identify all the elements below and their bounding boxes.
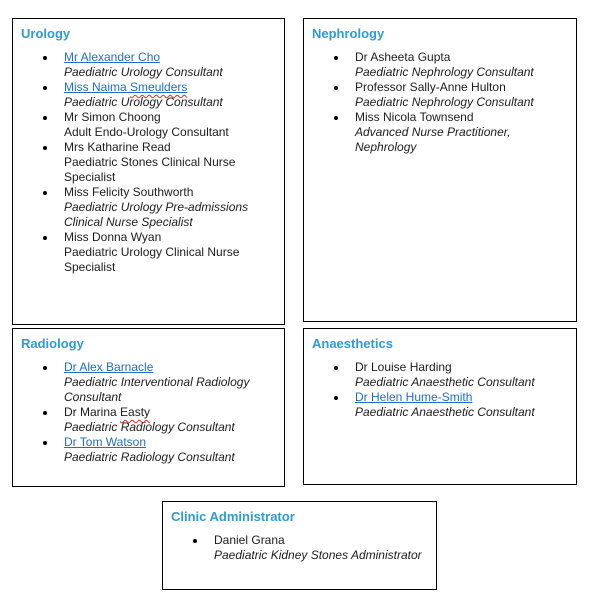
staff-list-item: [355, 50, 566, 80]
panel-anaesthetics: [303, 328, 577, 485]
staff-role: Paediatric Interventional Radiology Consultant: [64, 375, 250, 404]
staff-role: Advanced Nurse Practitioner, Nephrology: [355, 125, 511, 154]
staff-role: Paediatric Anaesthetic Consultant: [355, 375, 535, 389]
staff-name: Dr Asheeta Gupta: [355, 50, 451, 64]
staff-name: Dr Louise Harding: [355, 360, 452, 374]
panel-title-nephrology: Nephrology: [312, 26, 385, 41]
staff-name: Mr Simon Choong: [64, 110, 161, 124]
misspelled-word: Easty: [120, 405, 151, 419]
staff-name: Miss Nicola Townsend: [355, 110, 474, 124]
staff-list-item: [64, 80, 274, 110]
staff-name: Dr Marina Easty: [64, 405, 151, 419]
staff-list-item: [355, 110, 566, 155]
staff-role: Paediatric Urology Consultant: [64, 95, 223, 109]
staff-name-link[interactable]: Dr Tom Watson: [64, 435, 147, 449]
staff-role: Paediatric Radiology Consultant: [64, 450, 235, 464]
staff-list-urology: [21, 50, 274, 275]
panel-title-clinic-administrator: Clinic Administrator: [171, 509, 295, 524]
staff-list-nephrology: [312, 50, 566, 155]
staff-role: Adult Endo-Urology Consultant: [64, 125, 229, 139]
staff-list-item: [64, 360, 274, 405]
staff-role: Paediatric Urology Clinical Nurse Specialist: [64, 245, 240, 274]
staff-list-item: [355, 80, 566, 110]
misspelled-word: Smeulders: [130, 80, 188, 94]
staff-name-link[interactable]: Dr Alex Barnacle: [64, 360, 154, 374]
staff-list-item: [64, 185, 274, 230]
staff-list-item: [64, 110, 274, 140]
staff-role: Paediatric Urology Pre-admissions Clinical Nurse Specialist: [64, 200, 249, 229]
staff-name: Daniel Grana: [214, 533, 285, 547]
staff-role: Paediatric Urology Consultant: [64, 65, 223, 79]
staff-list-item: [355, 360, 566, 390]
panel-nephrology: [303, 18, 577, 322]
panel-title-anaesthetics: Anaesthetics: [312, 336, 393, 351]
staff-list-item: [64, 50, 274, 80]
staff-name: Professor Sally-Anne Hulton: [355, 80, 506, 94]
staff-role: Paediatric Anaesthetic Consultant: [355, 405, 535, 419]
staff-list-item: [64, 405, 274, 435]
staff-list-item: [64, 435, 274, 465]
panel-radiology: [12, 328, 285, 487]
staff-name-link[interactable]: Mr Alexander Cho: [64, 50, 161, 64]
staff-role: Paediatric Nephrology Consultant: [355, 65, 534, 79]
panel-urology: [12, 18, 285, 325]
staff-name: Miss Felicity Southworth: [64, 185, 194, 199]
staff-list-item: [214, 533, 426, 563]
staff-role: Paediatric Kidney Stones Administrator: [214, 548, 422, 562]
panel-title-urology: Urology: [21, 26, 71, 41]
staff-role: Paediatric Stones Clinical Nurse Specialist: [64, 155, 236, 184]
staff-list-item: [64, 140, 274, 185]
staff-list-anaesthetics: [312, 360, 566, 420]
staff-list-clinic-administrator: [171, 533, 426, 563]
panel-title-radiology: Radiology: [21, 336, 84, 351]
staff-role: Paediatric Nephrology Consultant: [355, 95, 534, 109]
staff-name-link[interactable]: Dr Helen Hume-Smith: [355, 390, 473, 404]
staff-list-item: [355, 390, 566, 420]
panel-clinic-administrator: [162, 501, 437, 590]
staff-list-radiology: [21, 360, 274, 465]
staff-name: Miss Donna Wyan: [64, 230, 162, 244]
staff-list-item: [64, 230, 274, 275]
staff-name-link[interactable]: Miss Naima Smeulders: [64, 80, 188, 94]
staff-name: Mrs Katharine Read: [64, 140, 171, 154]
staff-role: Paediatric Radiology Consultant: [64, 420, 235, 434]
